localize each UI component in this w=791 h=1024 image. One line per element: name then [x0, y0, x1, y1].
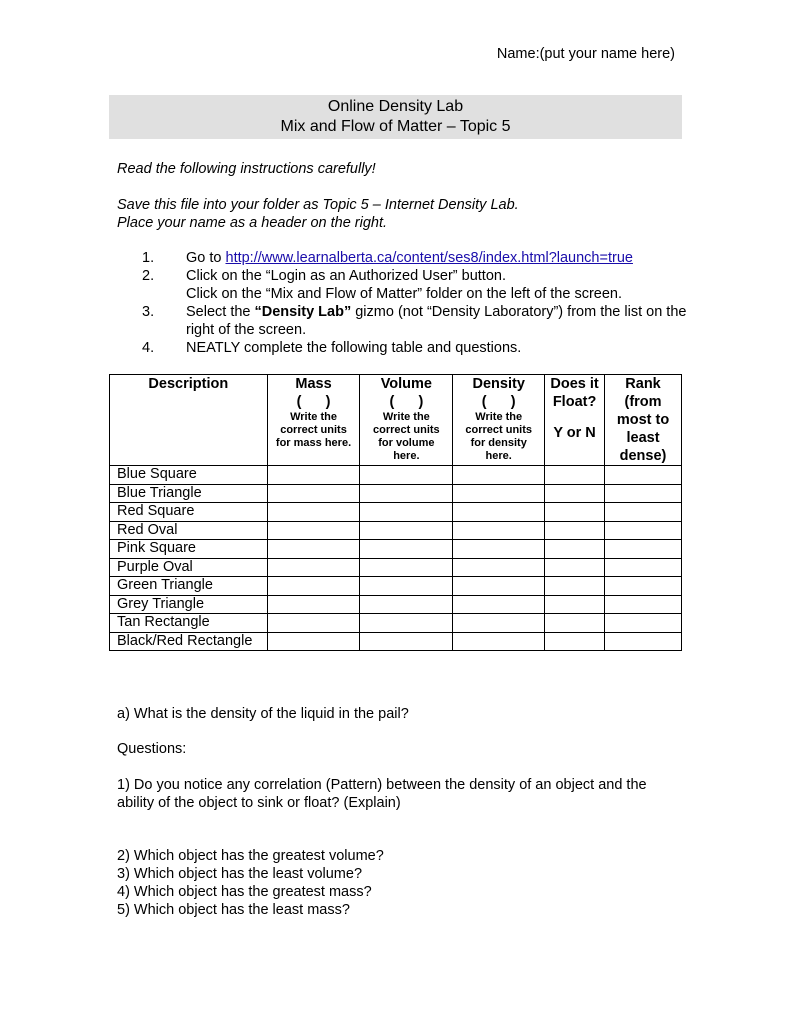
density-cell	[453, 595, 545, 614]
read-instructions: Read the following instructions carefully!	[117, 161, 376, 177]
col-mass-label: Mass	[295, 376, 332, 392]
steps-list	[117, 249, 687, 357]
step-text: gizmo (not “Density Laboratory”) from the list on the right of the screen.	[186, 304, 687, 338]
questions-heading: Questions:	[117, 741, 187, 757]
title-band	[109, 95, 682, 139]
title-line-2: Mix and Flow of Matter – Topic 5	[280, 118, 511, 135]
mass-cell	[267, 577, 360, 596]
mass-cell	[267, 632, 360, 651]
float-cell	[545, 577, 605, 596]
mass-cell	[267, 558, 360, 577]
rank-cell	[605, 632, 682, 651]
float-cell	[545, 540, 605, 559]
step-text: Click on the “Mix and Flow of Matter” folder on the left of the screen.	[186, 286, 622, 302]
col-mass-units: ( )	[296, 394, 331, 410]
question-1: 1) Do you notice any correlation (Pattern) between the density of an object and the ability of the object to sink or float? (Explain)	[117, 777, 647, 811]
density-table	[109, 374, 682, 651]
table-row	[110, 466, 682, 485]
mass-cell	[267, 540, 360, 559]
step-3	[117, 303, 687, 339]
row-description: Red Oval	[110, 521, 268, 540]
step-text: Click on the “Login as an Authorized User” button.	[186, 268, 506, 284]
col-float	[545, 375, 605, 466]
table-row	[110, 521, 682, 540]
col-rank	[605, 375, 682, 466]
volume-cell	[360, 577, 453, 596]
col-density-label: Density	[472, 376, 525, 392]
row-description: Grey Triangle	[110, 595, 268, 614]
name-instruction: Place your name as a header on the right.	[117, 215, 388, 231]
rank-cell	[605, 503, 682, 522]
question-2: 2) Which object has the greatest volume?	[117, 848, 384, 864]
col-mass	[267, 375, 360, 466]
title-line-1: Online Density Lab	[327, 98, 464, 115]
float-cell	[545, 632, 605, 651]
row-description: Tan Rectangle	[110, 614, 268, 633]
density-cell	[453, 466, 545, 485]
mass-cell	[267, 484, 360, 503]
mass-cell	[267, 595, 360, 614]
col-description: Description	[110, 375, 268, 466]
row-description: Pink Square	[110, 540, 268, 559]
rank-cell	[605, 558, 682, 577]
lab-link[interactable]: http://www.learnalberta.ca/content/ses8/index.html?launch=true	[225, 250, 633, 266]
table-row	[110, 632, 682, 651]
density-cell	[453, 540, 545, 559]
table-row	[110, 595, 682, 614]
volume-cell	[360, 521, 453, 540]
density-cell	[453, 558, 545, 577]
volume-cell	[360, 558, 453, 577]
volume-cell	[360, 595, 453, 614]
density-cell	[453, 503, 545, 522]
question-a: a) What is the density of the liquid in the pail?	[117, 706, 409, 722]
volume-cell	[360, 484, 453, 503]
table-row	[110, 558, 682, 577]
row-description: Red Square	[110, 503, 268, 522]
rank-cell	[605, 614, 682, 633]
step-text: Go to	[186, 250, 226, 266]
step-number: 1.	[142, 250, 155, 266]
volume-cell	[360, 466, 453, 485]
save-instruction: Save this file into your folder as Topic 5 – Internet Density Lab.	[117, 197, 519, 213]
table-row	[110, 614, 682, 633]
col-volume-units: ( )	[389, 394, 424, 410]
mass-cell	[267, 503, 360, 522]
mass-cell	[267, 521, 360, 540]
row-description: Green Triangle	[110, 577, 268, 596]
density-cell	[453, 521, 545, 540]
step-1	[117, 249, 687, 267]
row-description: Blue Triangle	[110, 484, 268, 503]
table-body	[110, 466, 682, 651]
volume-cell	[360, 540, 453, 559]
step-number: 4.	[142, 340, 155, 356]
rank-cell	[605, 484, 682, 503]
table-row	[110, 540, 682, 559]
step-4	[117, 339, 687, 357]
step-number: 2.	[142, 268, 155, 284]
row-description: Purple Oval	[110, 558, 268, 577]
float-cell	[545, 614, 605, 633]
rank-cell	[605, 521, 682, 540]
table-row	[110, 484, 682, 503]
step-text: Select the	[186, 304, 255, 320]
col-density	[453, 375, 545, 466]
step-text: NEATLY complete the following table and questions.	[186, 340, 522, 356]
col-float-yn: Y or N	[553, 425, 596, 441]
question-5: 5) Which object has the least mass?	[117, 902, 350, 918]
name-header: Name:(put your name here)	[496, 46, 675, 62]
table-row	[110, 577, 682, 596]
row-description: Blue Square	[110, 466, 268, 485]
rank-cell	[605, 595, 682, 614]
float-cell	[545, 466, 605, 485]
col-volume	[360, 375, 453, 466]
mass-cell	[267, 614, 360, 633]
table-row	[110, 503, 682, 522]
step-number: 3.	[142, 304, 155, 320]
question-3: 3) Which object has the least volume?	[117, 866, 363, 882]
col-float-label: Does it Float?	[550, 376, 599, 410]
volume-cell	[360, 614, 453, 633]
density-cell	[453, 614, 545, 633]
col-mass-note: Write the correct units for mass here.	[275, 411, 352, 449]
rank-cell	[605, 577, 682, 596]
col-volume-label: Volume	[380, 376, 432, 392]
row-description: Black/Red Rectangle	[110, 632, 268, 651]
float-cell	[545, 558, 605, 577]
float-cell	[545, 521, 605, 540]
rank-cell	[605, 466, 682, 485]
volume-cell	[360, 632, 453, 651]
density-cell	[453, 632, 545, 651]
mass-cell	[267, 466, 360, 485]
density-cell	[453, 484, 545, 503]
float-cell	[545, 484, 605, 503]
float-cell	[545, 503, 605, 522]
density-cell	[453, 577, 545, 596]
col-rank-label: Rank (from most to least dense)	[616, 376, 670, 464]
float-cell	[545, 595, 605, 614]
col-density-units: ( )	[481, 394, 516, 410]
col-density-note: Write the correct units for density here.	[465, 411, 533, 462]
volume-cell	[360, 503, 453, 522]
col-volume-note: Write the correct units for volume here.	[373, 411, 440, 462]
step-bold: “Density Lab”	[254, 304, 352, 320]
question-4: 4) Which object has the greatest mass?	[117, 884, 372, 900]
step-2	[117, 267, 687, 303]
rank-cell	[605, 540, 682, 559]
